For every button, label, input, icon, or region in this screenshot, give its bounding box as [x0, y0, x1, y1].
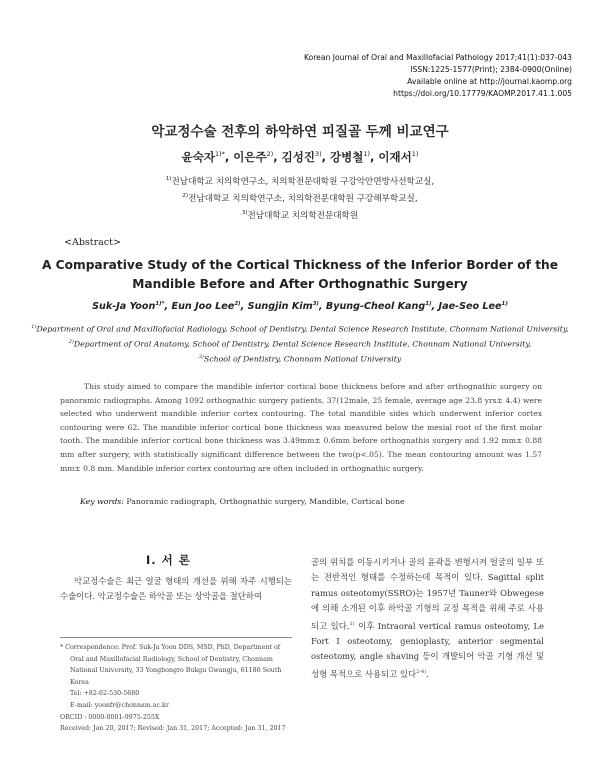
footnote-line: Oral and Maxillofacial Radiology, School of Dentistry, Chonnam [70, 655, 273, 663]
footnote-divider [60, 637, 292, 638]
intro-text: 이후 Intraoral vertical ramus osteotomy, Le Fort I osteotomy, genioplasty, anterior segmental osteotomy, angle shaving 등이 개발되어 악골 기형 개선 및 성형 목적으로 사용되고 있다 [311, 620, 545, 679]
affiliation-text: 전남대학교 치의학연구소, 치의학전문대학원 구강해부학교실, [188, 194, 418, 204]
citation-mark: 1) [349, 620, 355, 627]
author-affiliation-mark: 2) [234, 301, 241, 307]
author-affiliation-mark: 3) [314, 150, 322, 159]
intro-text: 골의 위치를 이동시키거나 골의 윤곽을 변형시켜 얼굴의 일부 또는 전반적인 형태를 수정하는데 목적이 있다. Sagittal split ramus osteotomy(SSRO)는 1957년 Tauner와 Obwegese에 의해 소개된 이후 하악골 기형의 교정 목적을 위해 주로 사용되고 있다. [311, 557, 544, 631]
korean-title: 악교정수술 전후의 하악하연 피질골 두께 비교연구 [151, 124, 449, 140]
author-name: Suk-Ja Yoon [92, 301, 156, 313]
author-affiliation-mark: 1) [363, 150, 370, 159]
section-heading-introduction: Ⅰ. 서 론 [146, 553, 191, 567]
intro-right-column [311, 555, 544, 682]
author-affiliation-mark: 1)* [214, 150, 225, 159]
korean-affiliation [0, 192, 600, 204]
english-title-line: A Comparative Study of the Cortical Thickness of the Inferior Border of the [42, 258, 558, 272]
author-name: 이재서 [378, 150, 412, 164]
footnote-tel: Tel: +82-62-530-5680 [70, 690, 140, 698]
journal-citation: Korean Journal of Oral and Maxillofacial Pathology 2017;41(1):037-043 [303, 53, 572, 62]
affiliation-mark: 3) [241, 210, 248, 217]
footnote-line: * Correspondence: Prof. Suk-Ja Yoon DDS, MSD, PhD, Department of [60, 644, 281, 651]
affiliation-text: Department of Oral Anatomy, School of Dentistry, Dental Science Research Institute, Chonnam National University, [73, 339, 532, 349]
english-affiliation [0, 324, 600, 334]
author-affiliation-mark: 1) [501, 301, 508, 307]
author-affiliation-mark: 1) [425, 301, 432, 307]
doi-link[interactable]: https://doi.org/10.17779/KAOMP.2017.41.1.005 [393, 89, 572, 98]
author-affiliation-mark: 1)* [155, 301, 165, 307]
author-affiliation-mark: 3) [312, 301, 319, 307]
affiliation-mark: 1) [31, 324, 37, 330]
affiliation-text: 전남대학교 치의학전문대학원 [247, 211, 359, 221]
affiliation-text: 전남대학교 치의학연구소, 치의학전문대학원 구강악안면방사선학교실, [171, 177, 435, 187]
intro-text: . [426, 668, 429, 679]
affiliation-mark: 1) [165, 176, 172, 183]
author-affiliation-mark: 2) [266, 150, 274, 159]
keywords [80, 497, 405, 506]
journal-issn: ISSN:1225-1577(Print); 2384-0900(Online) [410, 65, 572, 74]
abstract-label: <Abstract> [64, 237, 121, 248]
affiliation-mark: 2) [182, 193, 189, 200]
intro-left-column: 악교정수술은 최근 얼굴 형태의 개선을 위해 자주 시행되는 수술이다. 악교정수술은 하악골 또는 상악골을 절단하여 [60, 576, 292, 602]
footnote-line: National University, 33 Yongbongro Bukgu Gwangju, 61186 South Korea [70, 667, 282, 686]
affiliation-mark: 2) [68, 339, 74, 345]
korean-affiliation [0, 209, 600, 221]
author-name: Sungjin Kim [247, 301, 313, 313]
english-affiliation [0, 354, 600, 364]
keywords-label: Key words: [80, 497, 124, 506]
affiliation-mark: 3) [198, 354, 204, 360]
english-title-line: Mandible Before and After Orthognathic Surgery [132, 277, 468, 291]
affiliation-text: School of Dentistry, Chonnam National University [203, 354, 402, 364]
correspondence-footnote [60, 642, 296, 735]
footnote-email[interactable]: E-mail: yoonfr@chonnam.ac.kr [70, 701, 169, 709]
author-name: 김성진 [281, 150, 315, 164]
author-name: Eun Joo Lee [171, 301, 235, 313]
keywords-list: Panoramic radiograph, Orthognathic surgery, Mandible, Cortical bone [126, 497, 405, 506]
author-name: Jae-Seo Lee [438, 301, 502, 313]
footnote-orcid: ORCID : 0000-0001-9975-255X [60, 713, 160, 721]
affiliation-text: Department of Oral and Maxillofacial Radiology, School of Dentistry, Dental Science Research Institute, Chonnam National University, [36, 324, 569, 334]
footnote-dates: Received: Jan 20, 2017; Revised: Jan 31, 2017; Accepted: Jan 31, 2017 [60, 725, 286, 733]
journal-url[interactable]: Available online at http://journal.kaomp.org [407, 77, 572, 86]
author-name: Byung-Cheol Kang [325, 301, 426, 313]
english-authors: Suk-Ja Yoon$^{1)*}$, Eun Joo Lee$^{2)}$, Sungjin Kim$^{3)}$, Byung-Cheol Kang$^{1)}$, Jae-Seo Lee$^{1)}$ [92, 301, 508, 313]
journal-header [242, 52, 572, 100]
author-name: 이은주 [233, 150, 267, 164]
author-name: 윤숙자 [181, 150, 215, 164]
author-affiliation-mark: 1) [411, 150, 419, 159]
english-affiliation [0, 339, 600, 349]
korean-authors: 윤숙자$^{1)*}$, 이은주$^{2)}$, 김성진$^{3)}$, 강병철$^{1)}$, 이재서$^{1)}$ [181, 150, 419, 164]
abstract-text: This study aimed to compare the mandible inferior cortical bone thickness before and after orthognathic surgery on panoramic radiographs. Among 1092 orthognathic surgery patients, 37(12male, 25 female, average age 23.8 yrs± 4.4) were selected who underwent mandible inferior cortex contouring. The total mandible sides which underwent inferior cortex contouring were 62. The mandible inferior cortical bone thickness was measured below the mesial root of the first molar tooth. The mandible inferior cortical bone thickness was 3.49mm± 0.6mm before orthognathis surgery and 1.92 mm± 0.88 mm after surgery, with statistically significant difference between the two(p<.05). The mean contouring amount was 1.57 mm± 0.8 mm. Mandible inferior cortex contouring are often included in orthognathic surgery. [60, 382, 542, 473]
author-name: 강병철 [330, 150, 364, 164]
citation-mark: 2-4) [416, 668, 427, 675]
korean-affiliation [0, 175, 600, 187]
